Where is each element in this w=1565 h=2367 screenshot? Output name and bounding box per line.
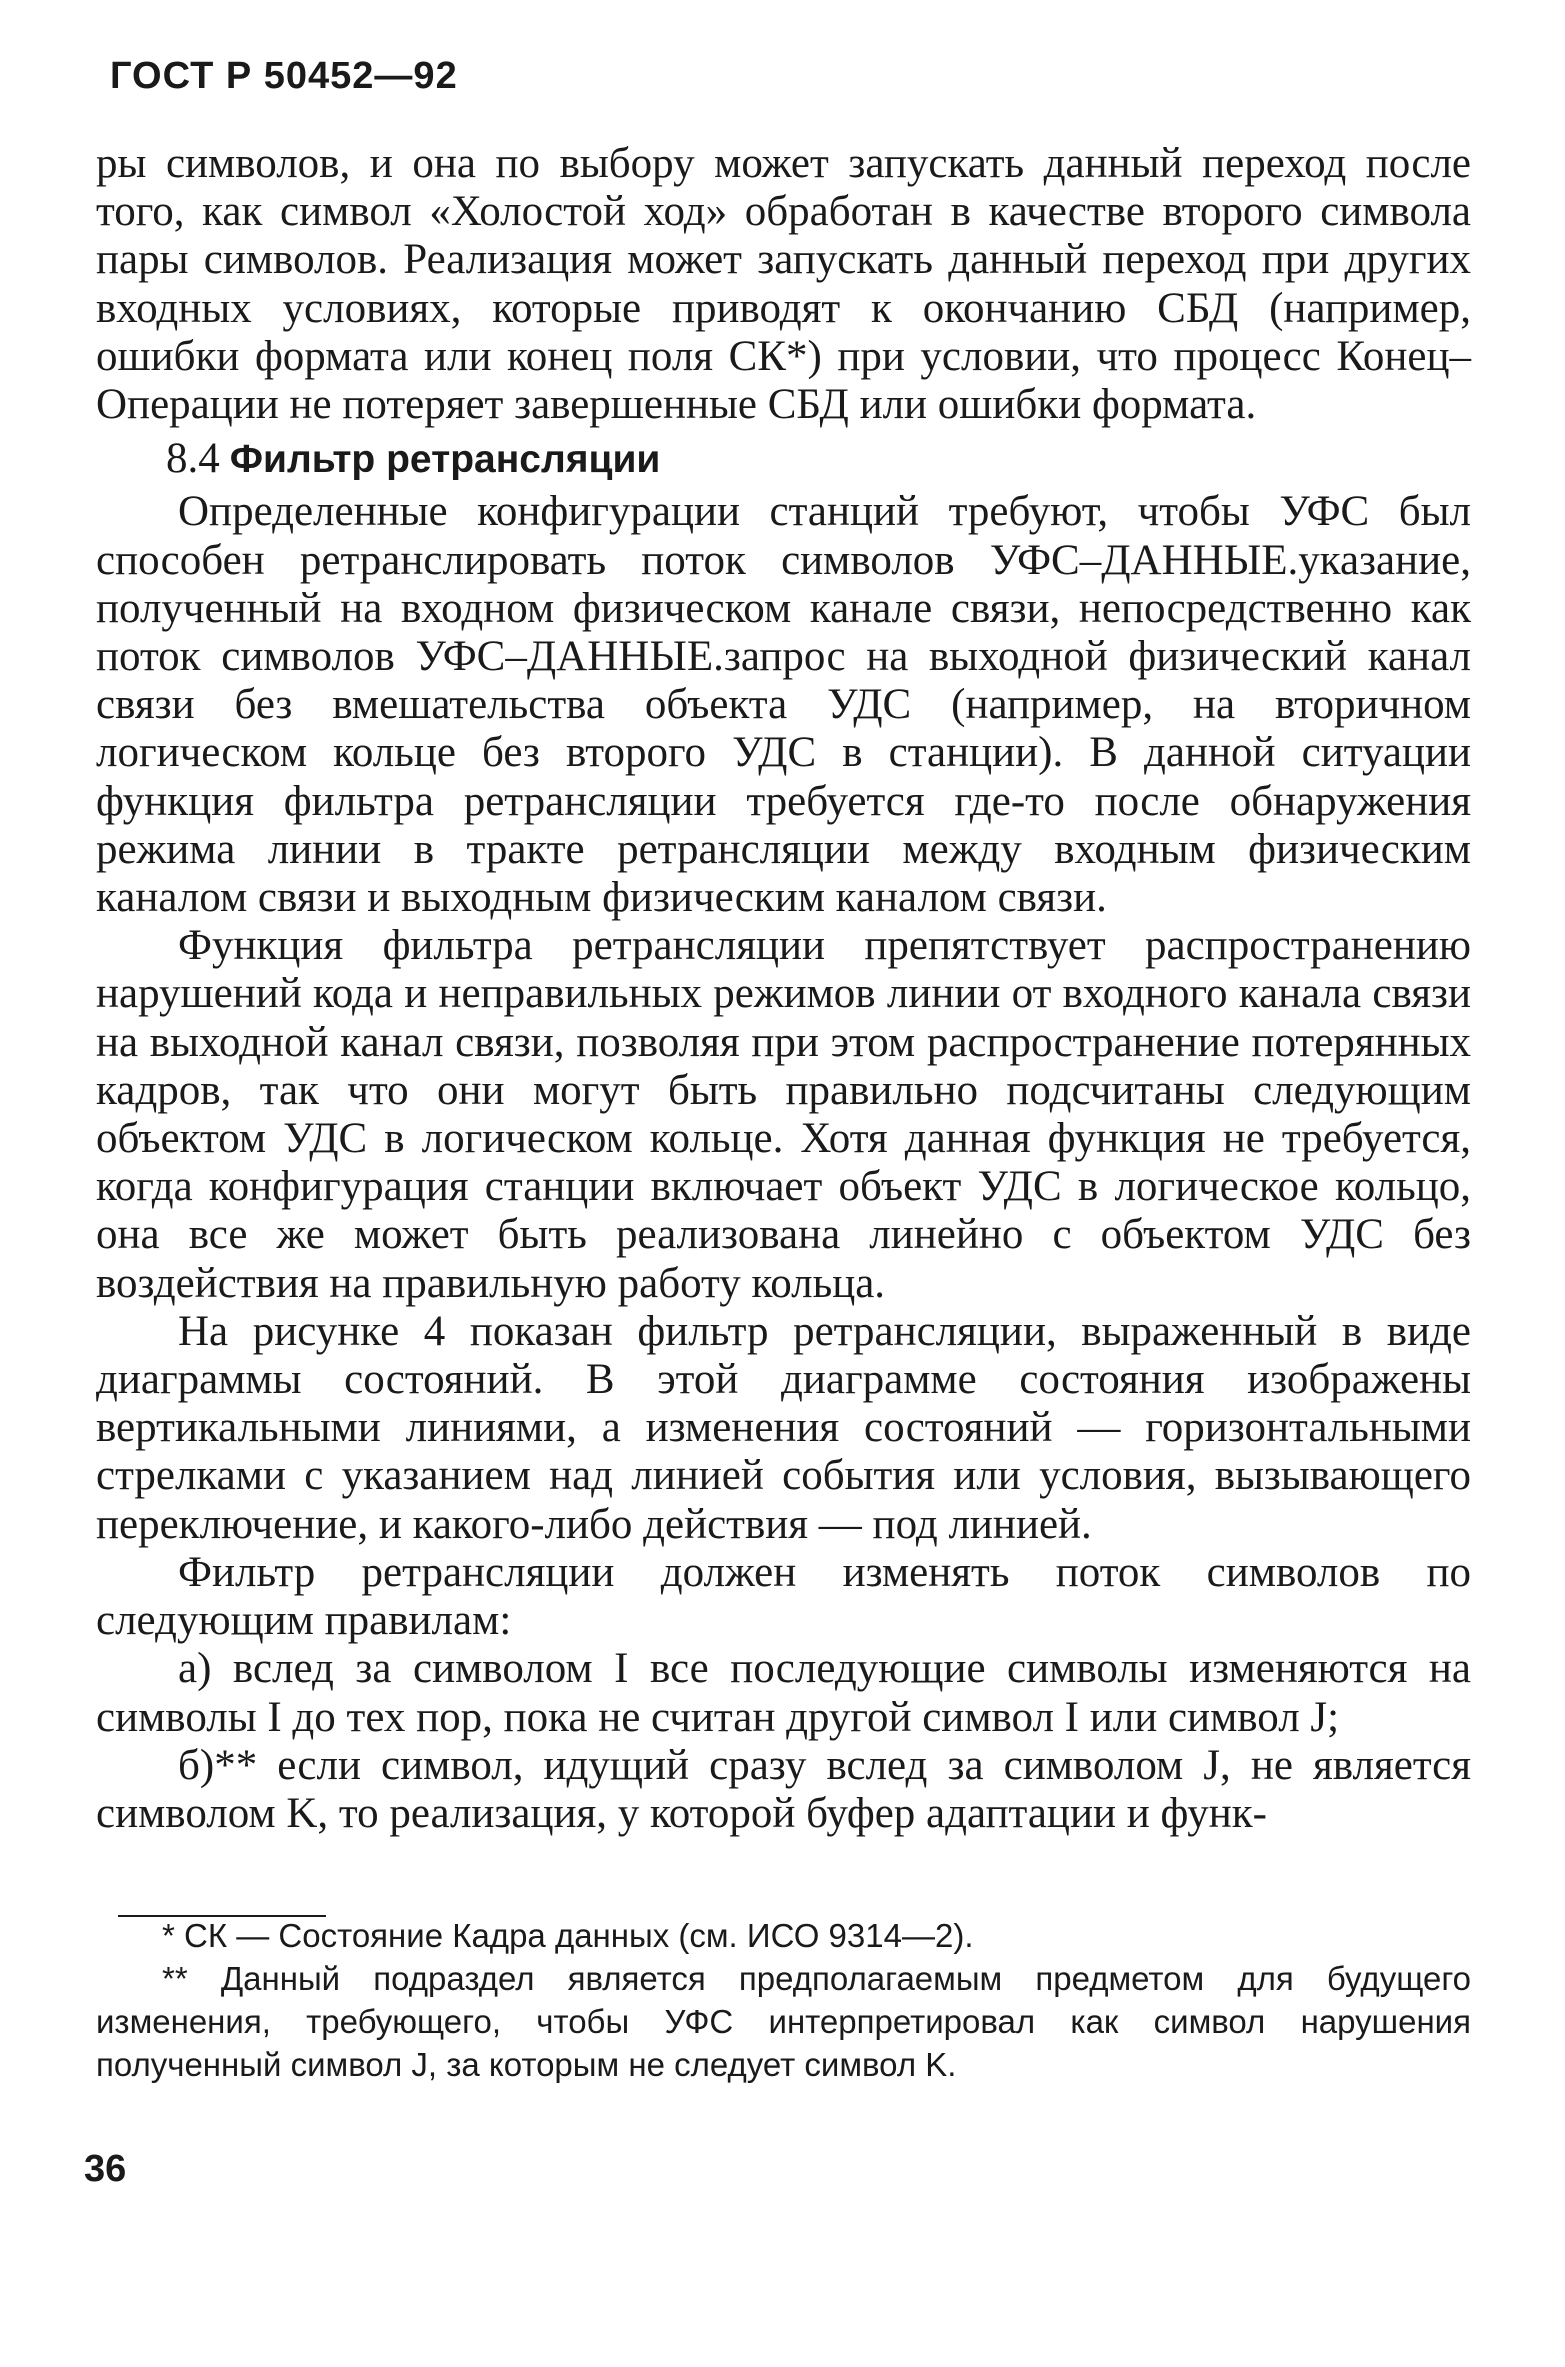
paragraph: Фильтр ретрансляции должен изменять поток символов по следующим правилам: bbox=[96, 1548, 1471, 1645]
list-item-b: б)** если символ, идущий сразу вслед за символом J, не является символом K, то реализация, у которой буфер адаптации и функ- bbox=[96, 1741, 1471, 1837]
section-heading bbox=[96, 435, 1471, 484]
paragraph-continuation: ры символов, и она по выбору может запускать данный переход после того, как символ «Холостой ход» обработан в качестве второго символа пары символов. Реализация может запускать данный переход при других входных условиях, которые приводят к окончанию СБД (например, ошибки формата или конец поля СК*) при условии, что процесс Конец–Операции не потеряет завершенные СБД или ошибки формата. bbox=[96, 140, 1471, 429]
body-text bbox=[96, 140, 1471, 1838]
section-title: Фильтр ретрансляции bbox=[229, 438, 661, 482]
paragraph: Определенные конфигурации станций требуют, чтобы УФС был способен ретранслировать поток символов УФС–ДАННЫЕ.указание, полученный на входном физическом канале связи, непосредственно как поток символов УФС–ДАННЫЕ.запрос на выходной физический канал связи без вмешательства объекта УДС (например, на вторичном логическом кольце без второго УДС в станции). В данной ситуации функция фильтра ретрансляции требуется где-то после обнаружения режима линии в тракте ретрансляции между входным физическим каналом связи и выходным физическим каналом связи. bbox=[96, 488, 1471, 922]
page-number: 36 bbox=[84, 2148, 127, 2190]
section-number: 8.4 bbox=[166, 435, 220, 483]
document-header: ГОСТ Р 50452—92 bbox=[110, 55, 458, 97]
list-item-a: а) вслед за символом I все последующие символы изменяются на символы I до тех пор, пока не считан другой символ I или символ J; bbox=[96, 1645, 1471, 1741]
footnotes bbox=[96, 1914, 1471, 2086]
paragraph: Функция фильтра ретрансляции препятствует распространению нарушений кода и неправильных режимов линии от входного канала связи на выходной канал связи, позволяя при этом распространение потерянных кадров, так что они могут быть правильно подсчитаны следующим объектом УДС в логическом кольце. Хотя данная функция не требуется, когда конфигурация станции включает объект УДС в логическое кольцо, она все же может быть реализована линейно с объектом УДС без воздействия на правильную работу кольца. bbox=[96, 922, 1471, 1307]
paragraph: На рисунке 4 показан фильтр ретрансляции, выраженный в виде диаграммы состояний. В этой диаграмме состояния изображены вертикальными линиями, а изменения состояний — горизонтальными стрелками с указанием над линией события или условия, вызывающего переключение, и какого-либо действия — под линией. bbox=[96, 1307, 1471, 1548]
footnote: * СК — Состояние Кадра данных (см. ИСО 9314—2). bbox=[162, 1917, 974, 1954]
footnote: ** Данный подраздел является предполагаемым предметом для будущего изменения, требующего, чтобы УФС интерпретировал как символ нарушения полученный символ J, за которым не следует символ K. bbox=[96, 1960, 1471, 2083]
